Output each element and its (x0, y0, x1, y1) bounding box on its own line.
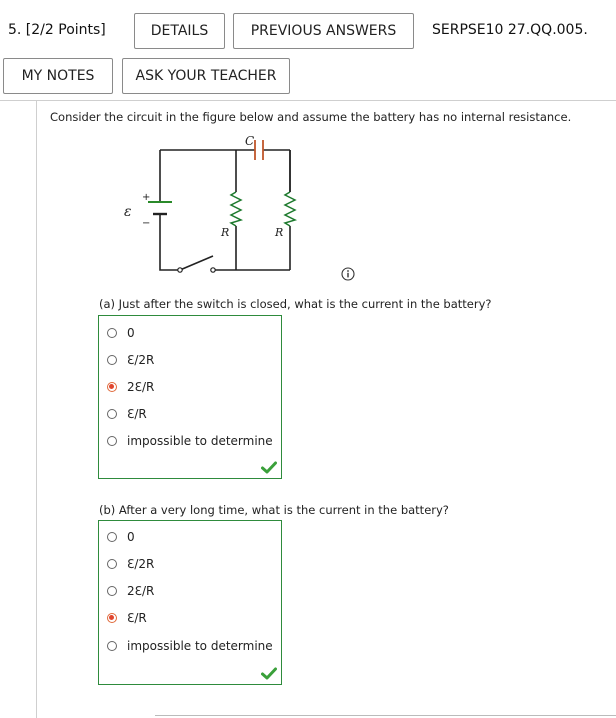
info-icon[interactable] (341, 267, 355, 281)
part-b-option[interactable] (107, 637, 273, 655)
radio-button[interactable] (107, 328, 117, 338)
part-b-option[interactable] (107, 528, 135, 546)
part-a-option[interactable] (107, 324, 135, 342)
part-b-option[interactable] (107, 555, 154, 573)
option-label: 0 (127, 326, 135, 340)
my-notes-button[interactable]: MY NOTES (3, 58, 113, 94)
part-b-option[interactable] (107, 582, 154, 600)
option-label: 2ℇ/R (127, 584, 155, 598)
question-header (0, 0, 616, 100)
content-left-rule (36, 101, 37, 718)
question-prompt: Consider the circuit in the figure below and assume the battery has no internal resistance. (50, 110, 572, 124)
radio-button[interactable] (107, 586, 117, 596)
details-button[interactable]: DETAILS (134, 13, 225, 49)
option-label: impossible to determine (127, 639, 273, 653)
check-icon (261, 667, 277, 680)
option-label: ℇ/2R (127, 353, 155, 367)
part-b-question: (b) After a very long time, what is the current in the battery? (99, 503, 449, 517)
radio-button[interactable] (107, 641, 117, 651)
option-label: ℇ/R (127, 407, 147, 421)
content-bottom-rule (155, 715, 616, 716)
ask-your-teacher-button[interactable]: ASK YOUR TEACHER (122, 58, 290, 94)
resistor-middle-label: R (221, 226, 230, 239)
part-a-option-selected[interactable] (107, 378, 154, 396)
option-label: ℇ/R (127, 611, 147, 625)
option-label: 2ℇ/R (127, 380, 155, 394)
part-a-option[interactable] (107, 432, 273, 450)
radio-button-selected[interactable] (107, 382, 117, 392)
resistor-right-label: R (275, 226, 284, 239)
part-b-option-selected[interactable] (107, 609, 147, 627)
assignment-id: SERPSE10 27.QQ.005. (432, 22, 588, 38)
radio-button[interactable] (107, 532, 117, 542)
capacitor-symbol (255, 140, 263, 160)
battery-plus-label: + (142, 192, 151, 203)
emf-label: ε (124, 204, 132, 220)
previous-answers-button[interactable]: PREVIOUS ANSWERS (233, 13, 414, 49)
radio-button-selected[interactable] (107, 613, 117, 623)
question-number-points: 5. [2/2 Points] (8, 22, 106, 38)
capacitor-label: C (245, 134, 255, 148)
check-icon (261, 461, 277, 474)
resistor-middle (231, 192, 241, 226)
option-label: impossible to determine (127, 434, 273, 448)
radio-button[interactable] (107, 559, 117, 569)
header-divider (0, 100, 616, 101)
part-a-option[interactable] (107, 351, 154, 369)
part-a-option[interactable] (107, 405, 147, 423)
circuit-figure (110, 128, 310, 278)
part-a-answer-box (98, 315, 282, 479)
battery-minus-label: − (142, 218, 151, 229)
option-label: 0 (127, 530, 135, 544)
radio-button[interactable] (107, 355, 117, 365)
option-label: ℇ/2R (127, 557, 155, 571)
radio-button[interactable] (107, 409, 117, 419)
radio-button[interactable] (107, 436, 117, 446)
part-b-answer-box (98, 520, 282, 685)
part-a-question: (a) Just after the switch is closed, what is the current in the battery? (99, 297, 492, 311)
